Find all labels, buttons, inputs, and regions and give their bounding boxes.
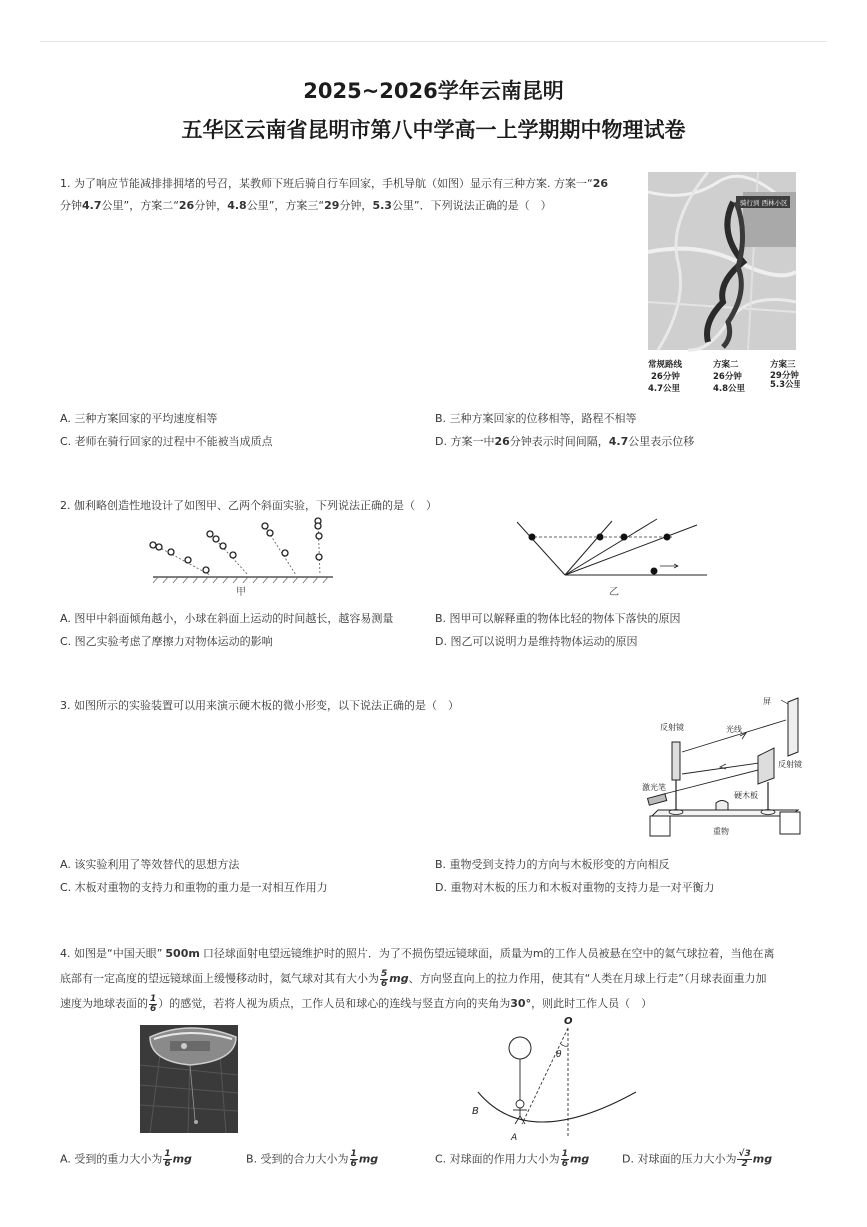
q1-stem-num: 26 [178, 199, 195, 212]
q2-figure-yi [512, 517, 712, 602]
q1-stem-text: 公里”，方案二“ [101, 199, 179, 212]
q2-option-a[interactable]: A. 图甲中斜面倾角越小，小球在斜面上运动的时间越长，越容易测量 [60, 612, 394, 625]
frac-den: 6 [381, 978, 388, 989]
q4-bold: 30° [510, 997, 532, 1010]
q4-option-a-mg: mg [172, 1152, 192, 1166]
q1-stem-num: 29 [324, 199, 340, 212]
q1-option-b[interactable]: B. 三种方案回家的位移相等，路程不相等 [435, 412, 637, 425]
q1-map-plan3-label: 方案三 [770, 360, 796, 370]
q4-stem [60, 941, 812, 1016]
frac-num: 1 [164, 1149, 171, 1159]
q1-stem [60, 173, 640, 217]
q1-stem-text: 分钟， [194, 199, 228, 212]
q2-option-d[interactable]: D. 图乙可以说明力是维持物体运动的原因 [435, 635, 638, 648]
q4-fraction [380, 970, 388, 989]
q4-option-b-fraction [350, 1150, 358, 1169]
q3-stem: 3. 如图所示的实验装置可以用来演示硬木板的微小形变，以下说法正确的是（ ） [60, 699, 459, 712]
top-divider [40, 41, 827, 42]
frac-num: 1 [561, 1149, 568, 1159]
q1-stem-num: 5.3 [372, 199, 392, 212]
q4-text: 速度为地球表面的 [60, 997, 148, 1010]
q1-map-plan3-distance: 5.3公里 [770, 380, 800, 390]
q2-figure-yi-label: 乙 [609, 587, 619, 598]
q4-text: 4. 如图是“中国天眼” [60, 947, 163, 960]
q4-option-d-text: D. 对球面的压力大小为 [622, 1152, 737, 1166]
q1-option-d-num: 26 [494, 435, 510, 448]
q1-stem-num: 4.7 [82, 199, 102, 212]
q1-option-c[interactable]: C. 老师在骑行回家的过程中不能被当成质点 [60, 435, 273, 448]
q1-map-plan1-label: 常规路线 [648, 360, 683, 370]
q4-option-a-fraction [163, 1150, 171, 1169]
q1-map-plan2-label: 方案二 [713, 360, 739, 370]
q3-label-light: 光线 [726, 725, 742, 734]
q1-navigation-map-image [648, 172, 800, 398]
q1-stem-num: 26 [592, 177, 608, 190]
q3-label-board: 硬木板 [734, 791, 758, 800]
q4-option-b[interactable] [246, 1150, 378, 1169]
q1-option-d[interactable] [435, 433, 694, 449]
q3-option-c[interactable]: C. 木板对重物的支持力和重物的重力是一对相互作用力 [60, 881, 328, 894]
q3-option-b[interactable]: B. 重物受到支持力的方向与木板形变的方向相反 [435, 858, 670, 871]
q4-text: 口径球面射电望远镜维护时的照片．为了不损伤望远镜球面，质量为m的工作人员被悬在空中的氦气球拉着，当他在离 [202, 947, 775, 960]
q2-option-b[interactable]: B. 图甲可以解释重的物体比轻的物体下落快的原因 [435, 612, 681, 625]
frac-den: 2 [741, 1159, 748, 1169]
q1-option-d-num: 4.7 [608, 435, 629, 448]
q1-option-a[interactable]: A. 三种方案回家的平均速度相等 [60, 412, 218, 425]
q4-option-a-text: A. 受到的重力大小为 [60, 1152, 163, 1166]
q1-stem-text: 公里”，方案三“ [246, 199, 325, 212]
q3-option-a[interactable]: A. 该实验利用了等效替代的思想方法 [60, 858, 240, 871]
q4-label-B: B [472, 1106, 479, 1117]
q1-map-plan2-distance: 4.8公里 [713, 384, 746, 394]
q4-label-A: A [511, 1133, 518, 1142]
q1-map-plan2-time: 26分钟 [713, 372, 742, 382]
q4-option-c-fraction [561, 1150, 569, 1169]
page-title-line1: 2025~2026学年云南昆明 [303, 79, 564, 103]
q2-figure-jia [148, 515, 338, 600]
q1-map-plan1-time: 26分钟 [651, 372, 680, 382]
q4-option-b-text: B. 受到的合力大小为 [246, 1152, 349, 1166]
frac-den: 6 [561, 1159, 568, 1169]
q3-option-d[interactable]: D. 重物对木板的压力和木板对重物的支持力是一对平衡力 [435, 881, 715, 894]
q4-option-c[interactable] [435, 1150, 589, 1169]
q4-stem-line1 [60, 941, 812, 966]
q4-label-O: O [564, 1016, 573, 1027]
q4-fast-telescope-photo [140, 1025, 238, 1133]
frac-num: 1 [350, 1149, 357, 1159]
q3-label-mirror1: 反射镜 [660, 723, 684, 732]
q4-stem-line2 [60, 966, 812, 991]
q4-option-c-mg: mg [569, 1152, 590, 1166]
frac-den: 6 [350, 1159, 357, 1169]
q1-map-plan3-time: 29分钟 [770, 371, 799, 381]
page-title-line2: 五华区云南省昆明市第八中学高一上学期期中物理试卷 [181, 118, 686, 142]
q3-label-mirror2: 反射镜 [778, 760, 802, 769]
frac-num: √3 [738, 1149, 751, 1159]
q2-figure-jia-label: 甲 [236, 587, 246, 598]
frac-num: 5 [381, 968, 388, 979]
q2-stem: 2. 伽利略创造性地设计了如图甲、乙两个斜面实验，下列说法正确的是（ ） [60, 499, 437, 512]
q4-bold: 500m [165, 947, 200, 960]
q1-stem-text: 分钟 [60, 199, 82, 212]
q1-option-d-text: D. 方案一中 [435, 435, 495, 448]
q4-label-theta: θ [556, 1050, 562, 1060]
q1-option-d-text: 公里表示位移 [628, 435, 695, 448]
q4-option-a[interactable] [60, 1150, 192, 1169]
q4-text: 底部有一定高度的望远镜球面上缓慢移动时，氦气球对其有大小为 [60, 972, 379, 985]
q1-stem-text: 1. 为了响应节能减排排拥堵的号召，某教师下班后骑自行车回家，手机导航（如图）显示有三种方案. 方案一“ [60, 177, 593, 190]
q4-option-c-text: C. 对球面的作用力大小为 [435, 1152, 560, 1166]
q4-option-d[interactable] [622, 1150, 772, 1169]
q4-text: ，则此时工作人员（ ） [531, 997, 653, 1010]
q1-stem-num: 4.8 [227, 199, 247, 212]
q4-option-d-fraction [737, 1150, 751, 1169]
q1-option-d-text: 分钟表示时间间隔， [509, 435, 609, 448]
q4-stem-line3 [60, 991, 812, 1016]
q3-label-weight: 重物 [713, 827, 729, 836]
q1-stem-text: 分钟， [339, 199, 373, 212]
frac-den: 6 [164, 1159, 171, 1169]
q4-force-diagram [468, 1012, 638, 1142]
q2-option-c[interactable]: C. 图乙实验考虑了摩擦力对物体运动的影响 [60, 635, 273, 648]
q4-text: ）的感觉，若将人视为质点，工作人员和球心的连线与竖直方向的夹角为 [158, 997, 511, 1010]
q4-mg: mg [389, 972, 409, 985]
q4-option-b-mg: mg [358, 1152, 379, 1166]
q3-label-laser: 激光笔 [642, 783, 666, 792]
q3-label-screen: 屏 [763, 697, 771, 706]
q4-fraction [149, 995, 157, 1014]
q1-stem-text: 公里”．下列说法正确的是（ ） [391, 199, 552, 212]
q1-map-plan1-distance: 4.7公里 [648, 384, 681, 394]
q1-map-tag: 骑行到 西林小区 [740, 199, 788, 207]
q3-apparatus-figure [638, 692, 813, 844]
q4-text: 、方向竖直向上的拉力作用，使其有“人类在月球上行走”（月球表面重力加 [408, 972, 767, 985]
q4-option-d-mg: mg [752, 1152, 773, 1166]
frac-num: 1 [150, 993, 157, 1004]
frac-den: 6 [150, 1003, 157, 1014]
